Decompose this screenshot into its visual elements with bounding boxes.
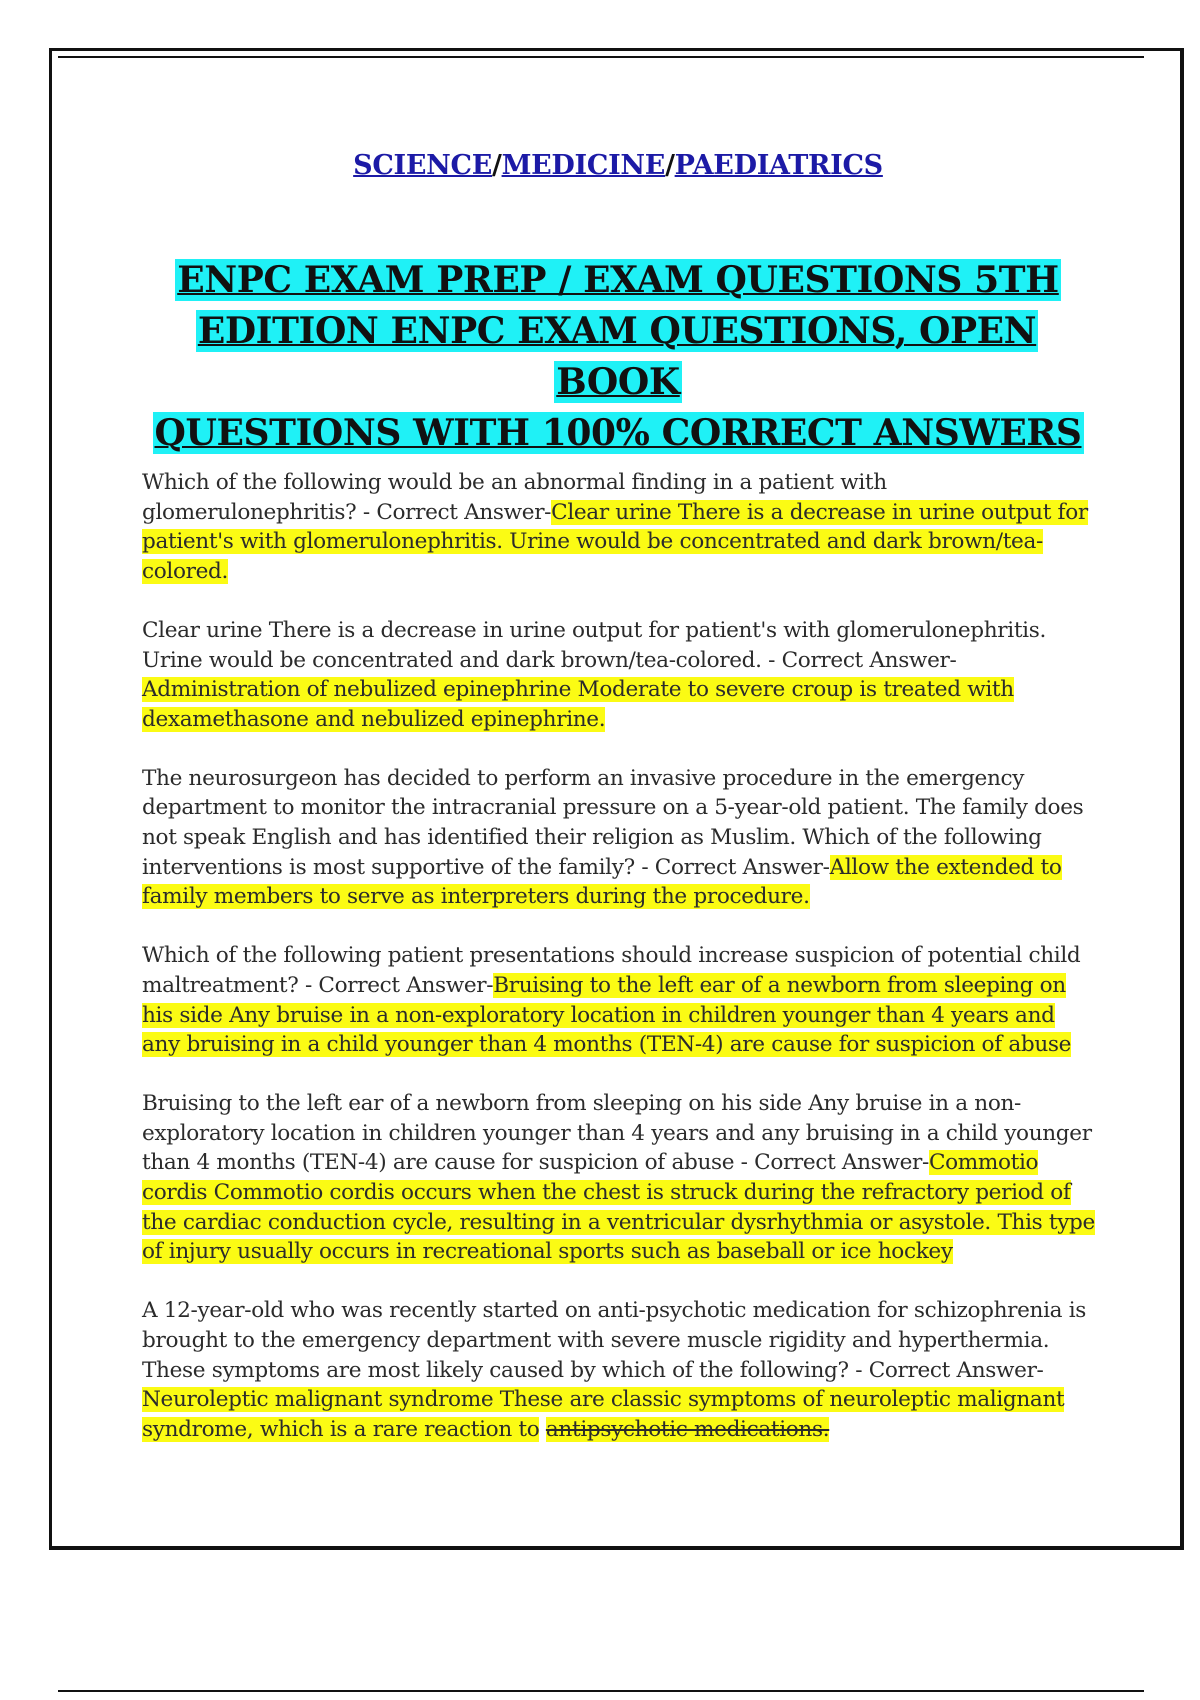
qa-item xyxy=(142,1296,1097,1445)
answer-text: Bruising to the left ear of a newborn from sleeping on his side Any bruise in a non-exploratory location in children younger than 4 years and any bruising in a child younger than 4 months (TEN-4) are cause for suspicion of abuse xyxy=(142,972,1072,1058)
breadcrumb-separator: / xyxy=(492,150,502,181)
question-text: Which of the following patient presentations should increase suspicion of potential child maltreatment? - Correct Answer- xyxy=(142,943,1081,998)
title-line-3: QUESTIONS WITH 100% CORRECT ANSWERS xyxy=(154,412,1082,454)
qa-item xyxy=(142,616,1097,735)
answer-text: Clear urine There is a decrease in urine output for patient's with glomerulonephritis. Urine would be concentrated and dark brown/tea-colored. xyxy=(142,499,1088,585)
qa-item xyxy=(142,1089,1097,1267)
title-line-1: ENPC EXAM PREP / EXAM QUESTIONS 5TH xyxy=(177,259,1059,301)
top-rule xyxy=(58,56,1144,58)
answer-text: Commotio cordis Commotio cordis occurs when the chest is struck during the refractory period of the cardiac conduction cycle, resulting in a ventricular dysrhythmia or asystole. This type of injury usually occurs in recreational sports such as baseball or ice hockey xyxy=(142,1150,1095,1265)
breadcrumb-link-medicine[interactable]: MEDICINE xyxy=(501,150,666,181)
qa-item xyxy=(142,468,1097,587)
answer-text: Allow the extended to family members to serve as interpreters during the procedure. xyxy=(142,854,1062,910)
document-title xyxy=(130,255,1106,459)
answer-text: Neuroleptic malignant syndrome These are classic symptoms of neuroleptic malignant syndrome, which is a rare reaction to xyxy=(142,1387,1065,1442)
breadcrumb xyxy=(0,150,1200,181)
breadcrumb-link-paediatrics[interactable]: PAEDIATRICS xyxy=(674,150,883,181)
bottom-rule xyxy=(58,1690,1144,1692)
breadcrumb-link-science[interactable]: SCIENCE xyxy=(353,150,492,181)
question-text: A 12-year-old who was recently started on anti-psychotic medication for schizophrenia is brought to the emergency department with severe muscle rigidity and hyperthermia. These symptoms are most likely caused by which of the following? - Correct Answer- xyxy=(142,1298,1086,1383)
title-line-2: EDITION ENPC EXAM QUESTIONS, OPEN BOOK xyxy=(197,310,1037,403)
qa-item xyxy=(142,764,1097,913)
question-text: Which of the following would be an abnormal finding in a patient with glomerulonephritis? - Correct Answer- xyxy=(142,470,887,525)
breadcrumb-separator: / xyxy=(665,150,675,181)
question-text: Clear urine There is a decrease in urine output for patient's with glomerulonephritis. Urine would be concentrated and dark brown/tea-colored. - Correct Answer- xyxy=(142,617,1046,673)
question-text: The neurosurgeon has decided to perform an invasive procedure in the emergency department to monitor the intracranial pressure on a 5-year-old patient. The family does not speak English and has identified their religion as Muslim. Which of the following interventions is most supportive of the family? - Correct Answer- xyxy=(142,765,1084,880)
qa-item xyxy=(142,941,1097,1060)
answer-text-cut-off: antipsychotic medications. xyxy=(545,1416,830,1442)
question-text: Bruising to the left ear of a newborn from sleeping on his side Any bruise in a non-exploratory location in children younger than 4 years and any bruising in a child younger than 4 months (TEN-4) are cause for suspicion of abuse - Correct Answer- xyxy=(142,1090,1092,1176)
answer-text: Administration of nebulized epinephrine Moderate to severe croup is treated with dexamethasone and nebulized epinephrine. xyxy=(142,677,1014,732)
qa-list xyxy=(142,468,1097,1474)
